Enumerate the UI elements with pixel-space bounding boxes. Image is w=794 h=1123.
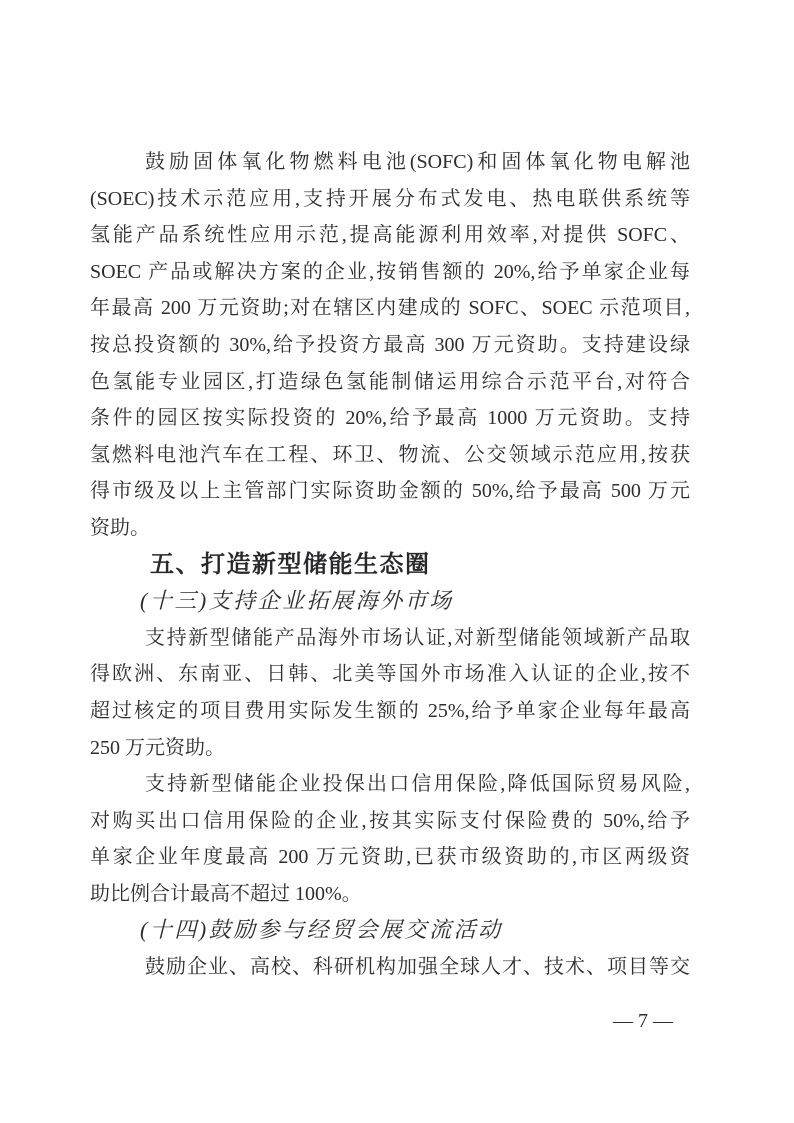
body-line: 对购买出口信用保险的企业,按其实际支付保险费的 50%,给予 xyxy=(90,809,690,832)
body-line: 按总投资额的 30%,给予投资方最高 300 万元资助。支持建设绿 xyxy=(90,333,690,356)
body-line: 单家企业年度最高 200 万元资助,已获市级资助的,市区两级资 xyxy=(90,846,690,869)
body-line: 得市级及以上主管部门实际资助金额的 50%,给予最高 500 万元 xyxy=(90,480,690,503)
body-line: 资助。 xyxy=(90,516,150,539)
clause-13-heading: (十三)支持企业拓展海外市场 xyxy=(140,588,454,614)
body-line: 支持新型储能企业投保出口信用保险,降低国际贸易风险, xyxy=(145,773,690,796)
clause-14-heading: (十四)鼓励参与经贸会展交流活动 xyxy=(140,917,503,943)
body-line: 得欧洲、东南亚、日韩、北美等国外市场准入认证的企业,按不 xyxy=(90,663,690,686)
body-line: SOEC 产品或解决方案的企业,按销售额的 20%,给予单家企业每 xyxy=(90,260,690,283)
body-line: 鼓励企业、高校、科研机构加强全球人才、技术、项目等交 xyxy=(145,956,690,979)
page-number: — 7 — xyxy=(613,1010,673,1032)
body-line: 助比例合计最高不超过 100%。 xyxy=(90,882,362,905)
body-line: 支持新型储能产品海外市场认证,对新型储能领域新产品取 xyxy=(145,626,690,649)
body-line: 氢燃料电池汽车在工程、环卫、物流、公交领域示范应用,按获 xyxy=(90,443,690,466)
body-line: 250 万元资助。 xyxy=(90,736,225,759)
body-line: 色氢能专业园区,打造绿色氢能制储运用综合示范平台,对符合 xyxy=(90,370,690,393)
page-body xyxy=(90,144,690,986)
body-line: 条件的园区按实际投资的 20%,给予最高 1000 万元资助。支持 xyxy=(90,407,690,430)
body-line: 鼓励固体氧化物燃料电池(SOFC)和固体氧化物电解池 xyxy=(145,151,690,173)
body-line: 年最高 200 万元资助;对在辖区内建成的 SOFC、SOEC 示范项目, xyxy=(90,297,690,320)
body-line: 氢能产品系统性应用示范,提高能源利用效率,对提供 SOFC、 xyxy=(90,224,690,247)
section-5-heading: 五、打造新型储能生态圈 xyxy=(150,550,431,578)
body-line: (SOEC)技术示范应用,支持开展分布式发电、热电联供系统等 xyxy=(90,187,690,210)
body-line: 超过核定的项目费用实际发生额的 25%,给予单家企业每年最高 xyxy=(90,699,690,722)
